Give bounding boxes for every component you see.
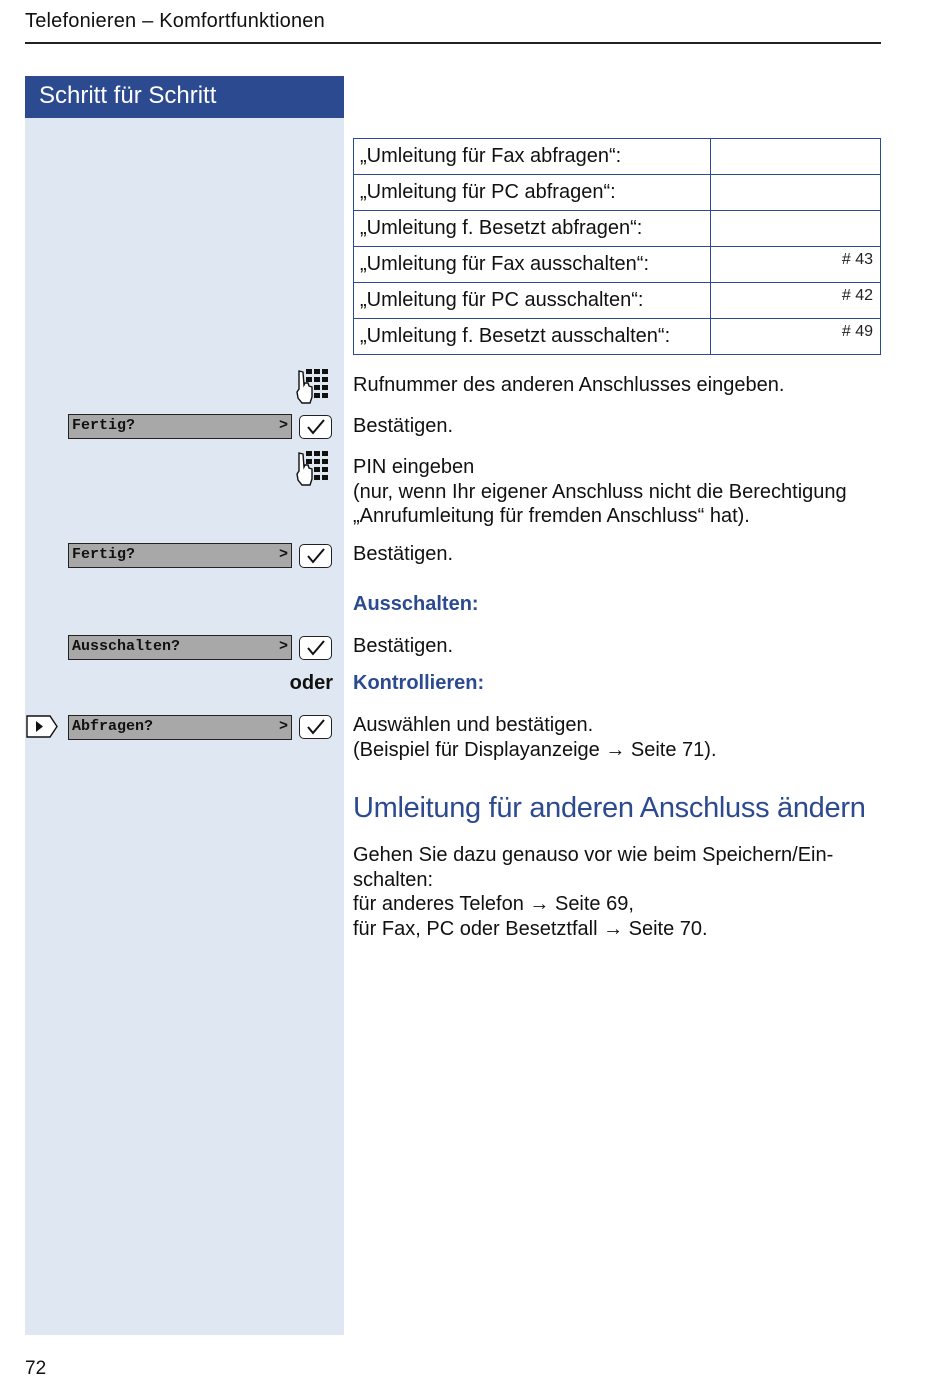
- keypad-icon: [296, 449, 334, 487]
- softkey-fertig[interactable]: [68, 414, 292, 439]
- code-label: „Umleitung für Fax abfragen“:: [354, 139, 711, 175]
- table-row: [354, 139, 881, 175]
- table-row: [354, 283, 881, 319]
- header-divider: [25, 42, 881, 44]
- section-line: schalten:: [353, 868, 434, 891]
- select-confirm-text: Auswählen und bestätigen.: [353, 714, 594, 736]
- code-label: „Umleitung für Fax ausschalten“:: [354, 247, 711, 283]
- code-value: [711, 211, 881, 247]
- section-line: für anderes Telefon → Seite 69,: [353, 893, 634, 915]
- page-header-title: Telefonieren – Komfortfunktionen: [25, 10, 325, 32]
- code-value: # 43: [711, 247, 881, 283]
- softkey-arrow: >: [278, 638, 288, 655]
- softkey-label: Abfragen?: [72, 718, 154, 735]
- softkey-label: Fertig?: [72, 417, 136, 434]
- softkey-arrow: >: [278, 417, 288, 434]
- softkey-arrow: >: [278, 546, 288, 563]
- code-label: „Umleitung für PC ausschalten“:: [354, 283, 711, 319]
- code-value: [711, 139, 881, 175]
- section-line: für Fax, PC oder Besetztfall → Seite 70.: [353, 917, 708, 940]
- check-icon[interactable]: [299, 636, 332, 660]
- oder-label: oder: [289, 672, 333, 694]
- code-label: „Umleitung für PC abfragen“:: [354, 175, 711, 211]
- code-label: „Umleitung f. Besetzt abfragen“:: [354, 211, 711, 247]
- check-icon[interactable]: [299, 415, 332, 439]
- section-title: Umleitung für anderen Anschluss ändern: [353, 792, 866, 824]
- table-row: [354, 319, 881, 355]
- pin-note: „Anrufumleitung für fremden Anschluss“ hat).: [353, 505, 750, 527]
- softkey-fertig[interactable]: [68, 543, 292, 568]
- check-icon[interactable]: [299, 715, 332, 739]
- subhead-ausschalten: Ausschalten:: [353, 593, 479, 615]
- softkey-label: Ausschalten?: [72, 638, 181, 655]
- softkey-abfragen[interactable]: [68, 715, 292, 740]
- step-confirm: Bestätigen.: [353, 543, 454, 565]
- table-row: [354, 175, 881, 211]
- step-enter-number: Rufnummer des anderen Anschlusses eingeben.: [353, 374, 785, 396]
- sidebar-title: Schritt für Schritt: [25, 76, 344, 118]
- code-value: # 42: [711, 283, 881, 319]
- page-number: 72: [25, 1358, 47, 1378]
- softkey-ausschalten[interactable]: [68, 635, 292, 660]
- table-row: [354, 211, 881, 247]
- step-confirm: Bestätigen.: [353, 635, 454, 657]
- check-icon[interactable]: [299, 544, 332, 568]
- pin-line: PIN eingeben: [353, 456, 475, 478]
- keypad-icon: [296, 367, 334, 405]
- codes-table: [353, 138, 881, 355]
- example-reference: (Beispiel für Displayanzeige → Seite 71).: [353, 738, 717, 761]
- pin-note: (nur, wenn Ihr eigener Anschluss nicht die Berechtigung: [353, 480, 847, 503]
- nav-arrow-icon[interactable]: [26, 715, 58, 738]
- softkey-label: Fertig?: [72, 546, 136, 563]
- code-value: [711, 175, 881, 211]
- table-row: [354, 247, 881, 283]
- step-confirm: Bestätigen.: [353, 415, 454, 437]
- section-line: Gehen Sie dazu genauso vor wie beim Speichern/Ein-: [353, 844, 834, 866]
- subhead-kontrollieren: Kontrollieren:: [353, 672, 485, 694]
- section-body: [353, 843, 833, 941]
- step-select-confirm: [353, 713, 717, 762]
- step-pin: [353, 455, 847, 529]
- step-sidebar: [25, 76, 344, 1335]
- code-value: # 49: [711, 319, 881, 355]
- code-label: „Umleitung f. Besetzt ausschalten“:: [354, 319, 711, 355]
- softkey-arrow: >: [278, 718, 288, 735]
